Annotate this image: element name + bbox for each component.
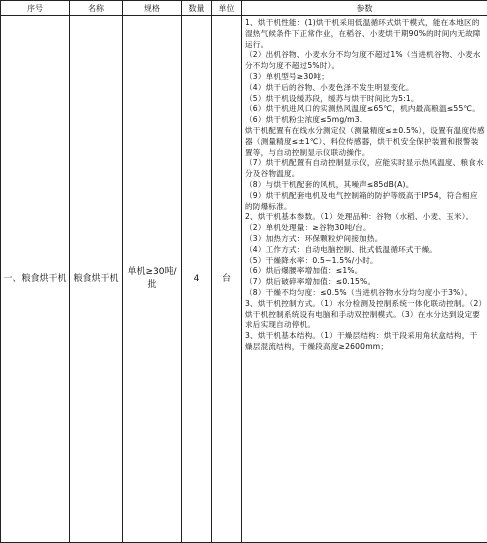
param-paragraph: （2）出机谷物、小麦水分不均匀度不超过1%（当进机谷物、小麦水分不均匀度不超过5%时）。 (245, 50, 481, 71)
cell-spec: 单机≥30吨/批 (123, 16, 182, 543)
cell-params (242, 16, 487, 543)
cell-qty: 4 (182, 16, 212, 543)
param-paragraph: （5）烘干机设缓苏段，缓苏与烘干时间比为5:1。 (245, 93, 419, 103)
header-unit: 单位 (212, 1, 242, 16)
param-paragraph: （3）单机型号≥30吨； (245, 71, 330, 81)
param-paragraph: （4）工作方式：自动电脑控制、批式低温循环式干燥。 (245, 244, 438, 254)
param-paragraph: （6）烘干机粉尘浓度≤5mg/m3. (245, 115, 363, 125)
header-params: 参数 (242, 1, 487, 16)
param-paragraph: （2）单机处理量：≥谷物30吨/台。 (245, 223, 371, 233)
param-paragraph: 3、烘干机基本结构。（1）干燥层结构：烘干段采用角状盒结构，干燥层混流结构，干燥段高度≥2600mm； (245, 331, 478, 351)
param-paragraph: （8）干燥不均匀度：≤0.5%（当进机谷物水分均匀度小于3%）。3、烘干机控制方式。（1）水分检测及控制系统一体化联动控制。（2）烘干机控制系统设有电脑和手动双控制模式。（3）在水分达到设定要求后实现自动停机。 (245, 287, 483, 330)
cell-name: 粮食烘干机 (70, 16, 123, 543)
param-paragraph: 烘干机配置有在线水分测定仪（测量精度≤±0.5%），设置有温度传感器（测量精度≤±1℃）、料位传感器，烘干机安全保护装置和报警装置等，与自动控制显示仪联动操作。 (245, 125, 485, 157)
header-index: 序号 (1, 1, 70, 16)
table-row (1, 16, 487, 543)
param-paragraph: （5）干燥降水率：0.5~1.5%/小时。 (245, 255, 378, 265)
param-paragraph: （8）与烘干机配套的风机，其噪声≤85dB(A)。 (245, 179, 414, 189)
param-paragraph: （3）加热方式：环保颗粒炉间接加热。 (245, 233, 383, 243)
cell-index: 一、粮食烘干机 (1, 16, 70, 543)
param-paragraph: （9）烘干机配套电机及电气控制箱的防护等级高于IP54，符合相应的防爆标准。 (245, 190, 478, 211)
header-name: 名称 (70, 1, 123, 16)
header-qty: 数量 (182, 1, 212, 16)
params-list (245, 18, 485, 353)
param-paragraph: （4）烘干后的谷物、小麦色泽不发生明显变化。 (245, 82, 414, 92)
param-paragraph: （6）烘后爆腰率增加值：≤1%。 (245, 266, 363, 276)
param-paragraph: （7）烘后破碎率增加值：≤0.15%。 (245, 277, 376, 287)
param-paragraph: （7）烘干机配置有自动控制显示仪，应能实时显示热风温度、粮食水分及谷物温度。 (245, 158, 484, 179)
param-paragraph: 2、烘干机基本参数。（1）处理品种：谷物（水稻、小麦、玉米）。 (245, 212, 474, 222)
cell-unit: 台 (212, 16, 242, 543)
param-paragraph: （6）烘干机进风口的实测热风温度≤65℃，机内最高粮温≤55℃。 (245, 104, 480, 114)
header-row (1, 1, 487, 16)
param-paragraph: 1、烘干机性能：(1)烘干机采用低温循环式烘干模式，能在本地区的湿热气候条件下正常作业，在稻谷、小麦烘干期90%的时间内无故障运行。 (245, 18, 481, 49)
header-spec: 规格 (123, 1, 182, 16)
